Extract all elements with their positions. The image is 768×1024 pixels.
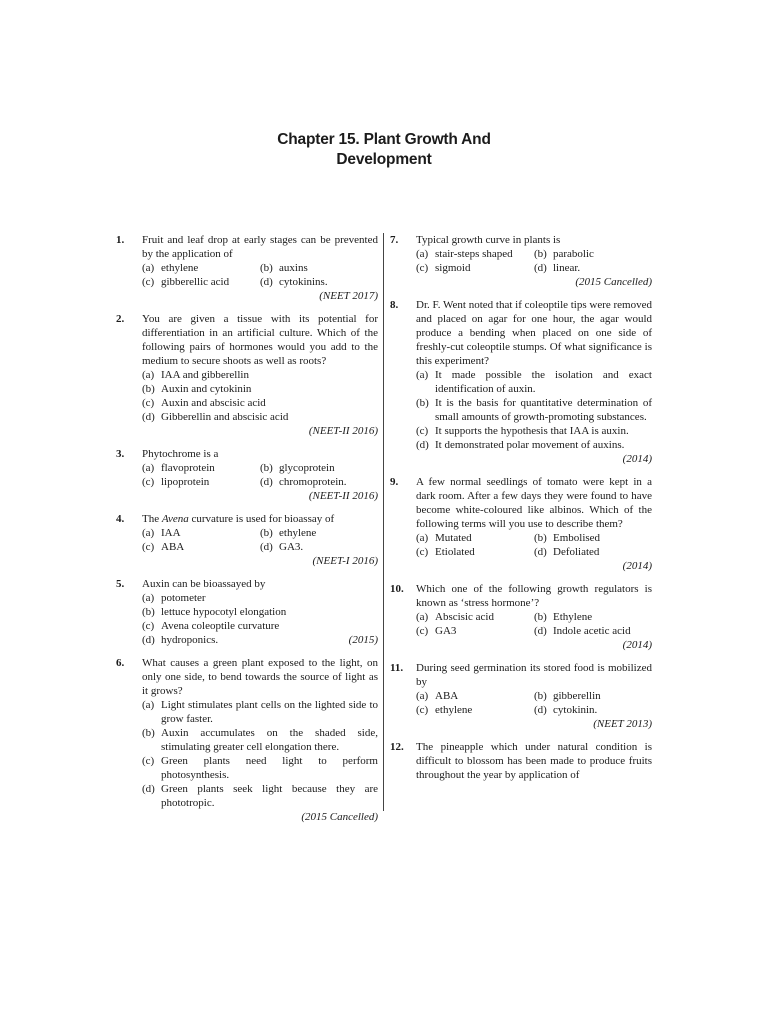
question-5 (116, 577, 378, 647)
option-c: (c) It supports the hypothesis that IAA is auxin. (416, 425, 629, 437)
question-number: 6. (116, 657, 125, 669)
question-text-start: The (142, 513, 162, 525)
question-source: (NEET-I 2016) (312, 555, 378, 567)
question-12 (390, 740, 652, 782)
question-text: What causes a green plant exposed to the light, on only one side, to bend towards the source of light as it grows? (142, 657, 378, 697)
question-text: A few normal seedlings of tomato were kept in a dark room. After a few days they were found to have become white-coloured like albinos. Which of the following terms will you use to describe them? (416, 476, 652, 530)
option-c: (c) GA3 (416, 625, 457, 637)
chapter-title (0, 130, 768, 170)
left-column (116, 233, 378, 833)
option-d: (d) Gibberellin and abscisic acid (142, 411, 289, 423)
question-1 (116, 233, 378, 303)
question-number: 2. (116, 313, 125, 325)
question-source: (2014) (622, 453, 652, 465)
question-text: Phytochrome is a (142, 448, 219, 460)
question-4 (116, 512, 378, 568)
question-9 (390, 475, 652, 573)
question-text-italic: Avena (161, 513, 189, 525)
options (416, 689, 652, 717)
option-b: (b) Embolised (534, 532, 601, 544)
options (142, 368, 378, 424)
question-7 (390, 233, 652, 289)
right-column (390, 233, 652, 791)
option-a: (a) Mutated (416, 532, 472, 544)
question-number: 10. (390, 583, 404, 595)
option-b: (b) lettuce hypocotyl elongation (142, 606, 287, 618)
options (416, 247, 652, 275)
question-number: 12. (390, 741, 404, 753)
options (142, 526, 378, 554)
option-d: (d) GA3. (260, 541, 304, 553)
option-c: (c) Avena coleoptile curvature (142, 620, 280, 632)
option-d: (d) cytokinins. (260, 276, 328, 288)
option-c: (c) sigmoid (416, 262, 471, 274)
option-c: (c) ABA (142, 541, 185, 553)
option-b: (b) Ethylene (534, 611, 593, 623)
options (416, 368, 652, 452)
question-number: 7. (390, 234, 399, 246)
question-source: (2015) (348, 634, 378, 646)
question-source: (2014) (622, 560, 652, 572)
option-b: (b) auxins (260, 262, 308, 274)
option-b: (b) It is the basis for quantitative determination of small amounts of growth-promoting substances. (416, 397, 652, 423)
question-10 (390, 582, 652, 652)
option-d: (d) cytokinin. (534, 704, 598, 716)
title-line-1: Chapter 15. Plant Growth And (277, 131, 491, 148)
option-c: (c) gibberellic acid (142, 276, 230, 288)
option-a: (a) It made possible the isolation and exact identification of auxin. (416, 369, 652, 395)
option-d: (d) Defoliated (534, 546, 600, 558)
question-number: 3. (116, 448, 125, 460)
question-text: During seed germination its stored food is mobilized by (416, 662, 652, 688)
option-b: (b) ethylene (260, 527, 317, 539)
option-c: (c) Green plants need light to perform photosynthesis. (142, 755, 378, 781)
option-b: (b) parabolic (534, 248, 594, 260)
option-c: (c) ethylene (416, 704, 473, 716)
question-source: (2014) (622, 639, 652, 651)
options (142, 261, 378, 289)
question-11 (390, 661, 652, 731)
question-text: Typical growth curve in plants is (416, 234, 561, 246)
question-text (142, 512, 378, 526)
question-number: 8. (390, 299, 399, 311)
question-source: (NEET-II 2016) (308, 490, 378, 502)
options (142, 591, 378, 647)
question-number: 11. (390, 662, 404, 674)
option-b: (b) Auxin and cytokinin (142, 383, 252, 395)
question-text: Fruit and leaf drop at early stages can be prevented by the application of (142, 234, 378, 260)
column-divider (383, 233, 384, 811)
options (142, 461, 378, 489)
question-text: Auxin can be bioassayed by (142, 578, 266, 590)
option-a: (a) Light stimulates plant cells on the lighted side to grow faster. (142, 699, 378, 725)
question-number: 9. (390, 476, 399, 488)
option-a: (a) ethylene (142, 262, 199, 274)
option-a: (a) flavoprotein (142, 462, 215, 474)
option-c: (c) Etiolated (416, 546, 475, 558)
option-a: (a) ABA (416, 690, 459, 702)
option-d-row (142, 633, 378, 647)
option-b: (b) gibberellin (534, 690, 601, 702)
option-a: (a) IAA (142, 527, 181, 539)
option-c: (c) lipoprotein (142, 476, 210, 488)
option-b: (b) glycoprotein (260, 462, 335, 474)
option-a: (a) Abscisic acid (416, 611, 494, 623)
question-text-end: curvature is used for bioassay of (188, 513, 335, 525)
question-8 (390, 298, 652, 466)
question-6 (116, 656, 378, 824)
option-d: (d) It demonstrated polar movement of auxins. (416, 439, 625, 451)
question-number: 1. (116, 234, 125, 246)
option-d: (d) Green plants seek light because they are phototropic. (142, 783, 378, 809)
question-source: (NEET-II 2016) (308, 425, 378, 437)
option-d: (d) linear. (534, 262, 581, 274)
question-number: 4. (116, 513, 125, 525)
question-source: (NEET 2013) (593, 718, 652, 730)
option-c: (c) Auxin and abscisic acid (142, 397, 266, 409)
question-source: (2015 Cancelled) (575, 276, 652, 288)
option-b: (b) Auxin accumulates on the shaded side, stimulating greater cell elongation there. (142, 727, 378, 753)
option-a: (a) potometer (142, 592, 206, 604)
option-d: (d) chromoprotein. (260, 476, 347, 488)
question-number: 5. (116, 578, 125, 590)
question-text: The pineapple which under natural condition is difficult to blossom has been made to produce fruits throughout the year by application of (416, 741, 652, 781)
question-2 (116, 312, 378, 438)
options (416, 610, 652, 638)
question-text: You are given a tissue with its potential for differentiation in an artificial culture. Which of the following pairs of hormones would you add to the medium to secure shoots as well as roots? (142, 313, 378, 367)
option-d: (d) hydroponics. (142, 634, 219, 646)
options (142, 698, 378, 810)
option-a: (a) IAA and gibberellin (142, 369, 249, 381)
question-3 (116, 447, 378, 503)
options (416, 531, 652, 559)
question-source: (NEET 2017) (319, 290, 378, 302)
question-source: (2015 Cancelled) (301, 811, 378, 823)
option-a: (a) stair-steps shaped (416, 248, 513, 260)
question-text: Dr. F. Went noted that if coleoptile tips were removed and placed on agar for one hour, the agar would produce a bending when placed on one side of freshly-cut coleoptile stumps. Of what significance is this experiment? (416, 299, 653, 367)
question-text: Which one of the following growth regulators is known as ‘stress hormone’? (416, 583, 652, 609)
option-d: (d) Indole acetic acid (534, 625, 631, 637)
title-line-2: Development (336, 151, 432, 168)
